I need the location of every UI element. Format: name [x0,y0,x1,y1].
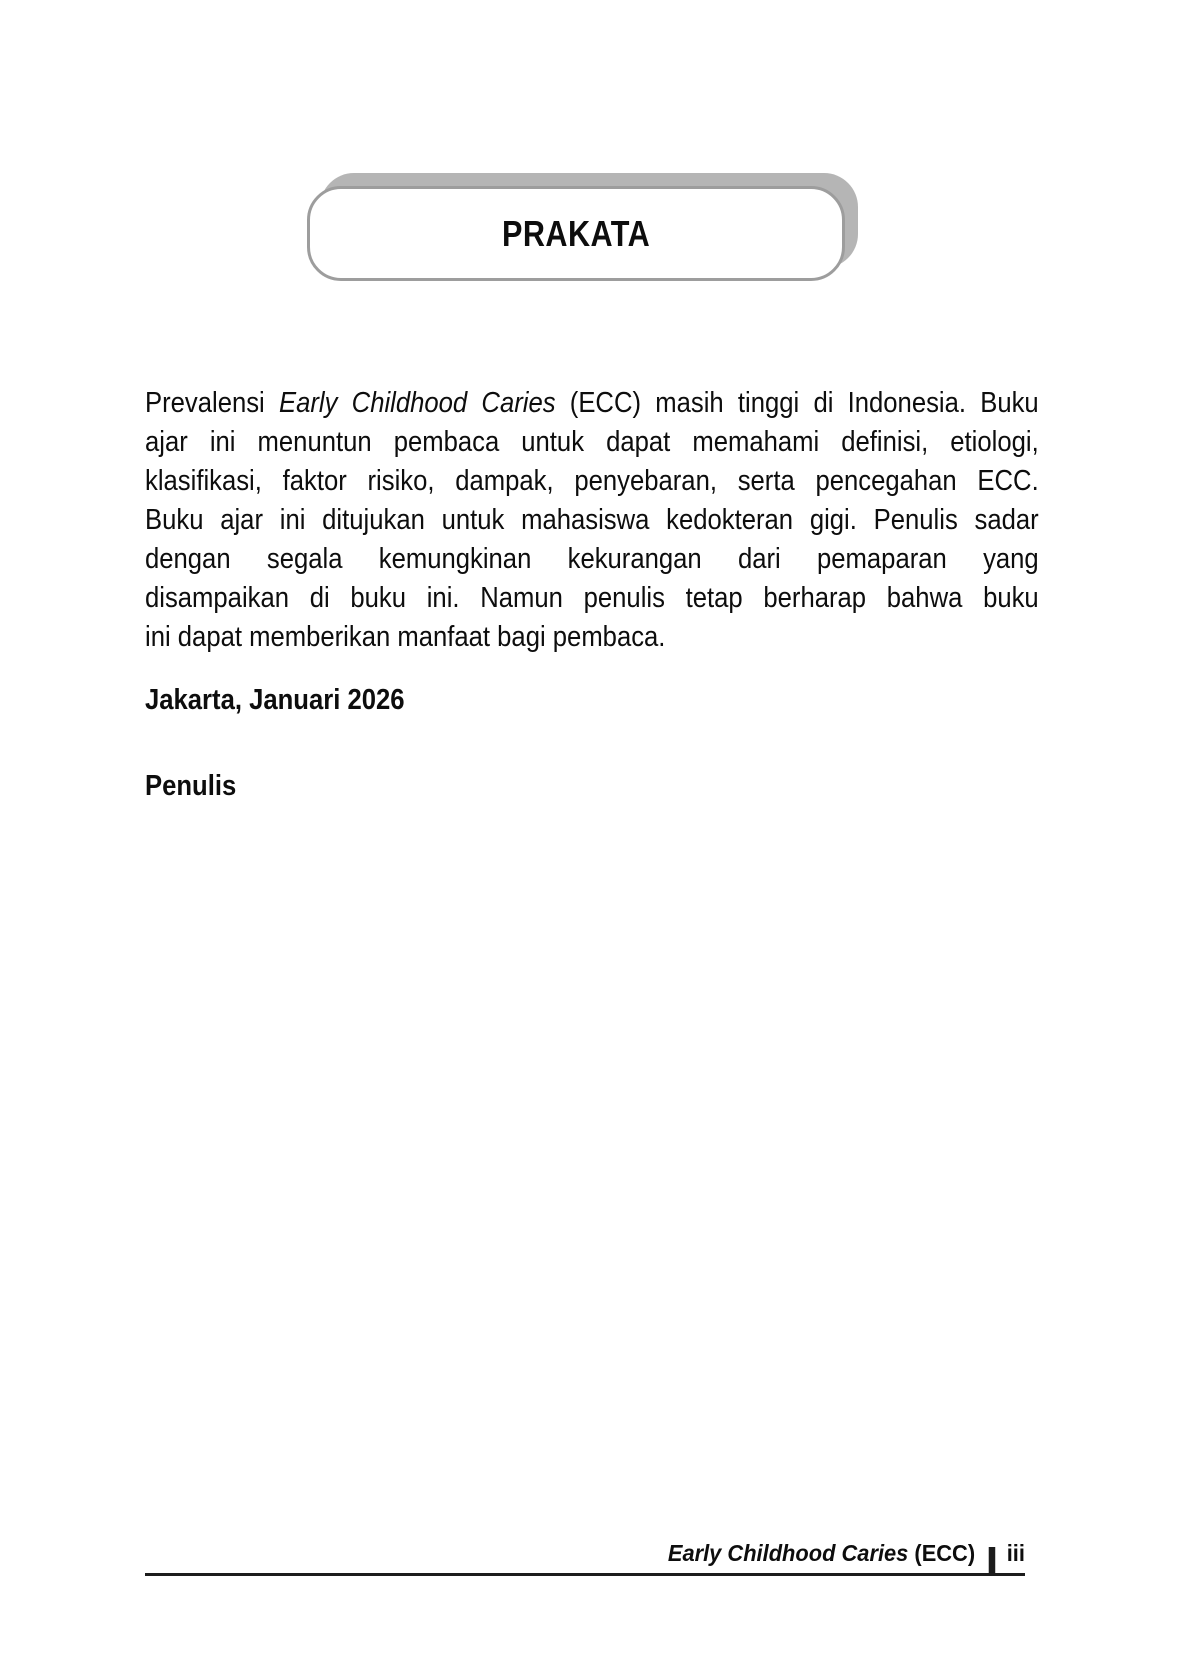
footer-inner [668,1540,1025,1573]
paragraph-line-5: dengan segala kemungkinan kekurangan dari pemaparan yang [145,543,1039,575]
preface-paragraph [145,384,1039,657]
footer-book-title [668,1540,975,1573]
preface-content [145,384,1039,806]
paragraph-line-4: Buku ajar ini ditujukan untuk mahasiswa kedokteran gigi. Penulis sadar [145,504,1039,536]
line1-pre: Prevalensi [145,387,280,419]
line1-post: (ECC) masih tinggi di Indonesia. Buku [555,387,1039,419]
paragraph-line-2: ajar ini menuntun pembaca untuk dapat memahami definisi, etiologi, [145,426,1039,458]
prakata-title-box [307,186,845,281]
page-number: iii [1006,1540,1025,1566]
footer-book-title-suffix: (ECC) [908,1540,976,1566]
paragraph-line-6: disampaikan di buku ini. Namun penulis tetap berharap bahwa buku [145,582,1039,614]
footer-book-title-italic: Early Childhood Caries [667,1540,909,1566]
page-title: PRAKATA [501,212,651,254]
dateline: Jakarta, Januari 2026 [145,684,405,716]
paragraph-line-1 [145,384,1039,423]
author-signature: Penulis [145,770,237,802]
paragraph-line-3: klasifikasi, faktor risiko, dampak, penyebaran, serta pencegahan ECC. [145,465,1039,497]
title-box-face [307,186,845,281]
page-footer [145,1540,1025,1576]
footer-separator-bar [989,1547,996,1573]
line1-italic-phrase: Early Childhood Caries [279,387,556,419]
paragraph-line-7: ini dapat memberikan manfaat bagi pembaca. [145,621,666,653]
